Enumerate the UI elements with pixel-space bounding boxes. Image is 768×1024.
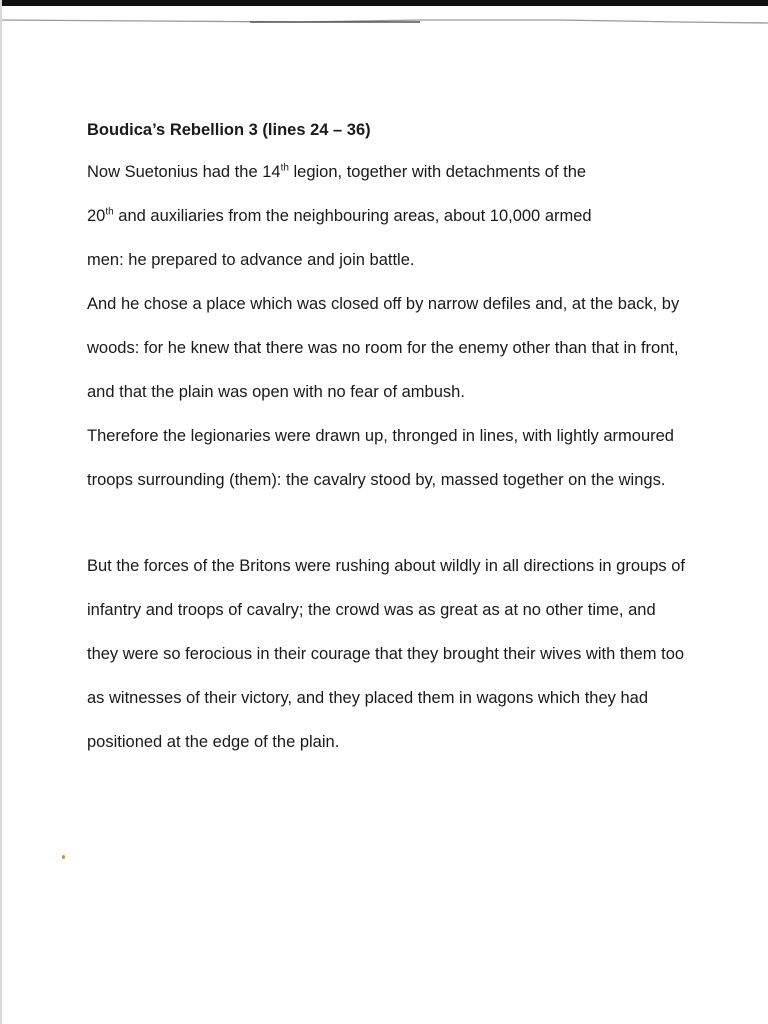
paragraph-1 (87, 150, 687, 282)
p1-text-b: legion, together with detachments of the (288, 163, 587, 181)
scan-top-rule (0, 8, 768, 28)
scan-top-edge (0, 0, 768, 6)
paragraph-gap (87, 502, 687, 544)
p1-sup-1: th (280, 162, 289, 174)
scan-left-edge (0, 0, 2, 1024)
p1-sup-2: th (105, 206, 114, 218)
scan-speck (62, 855, 65, 859)
p1-text-e: men: he prepared to advance and join battle. (87, 251, 415, 269)
p1-text-d: and auxiliaries from the neighbouring areas, about 10,000 armed (113, 207, 592, 225)
paragraph-2: And he chose a place which was closed off by narrow defiles and, at the back, by woods: for he knew that there was no room for the enemy other than that in front, and that the plain was open with no fear of ambush. (87, 295, 680, 401)
paragraph-4: But the forces of the Britons were rushing about wildly in all directions in groups of infantry and troops of cavalry; the crowd was as great as at no other time, and they were so ferocious in their courage that they brought their wives with them too as witnesses of their victory, and they placed them in wagons which they had positioned at the edge of the plain. (87, 557, 685, 751)
document-body (87, 117, 687, 764)
document-title: Boudica’s Rebellion 3 (lines 24 – 36) (87, 121, 371, 139)
p1-text-c: 20 (87, 207, 106, 225)
paragraph-3: Therefore the legionaries were drawn up, thronged in lines, with lightly armoured troops surrounding (them): the cavalry stood by, massed together on the wings. (87, 427, 674, 489)
p1-text-a: Now Suetonius had the 14 (87, 163, 281, 181)
